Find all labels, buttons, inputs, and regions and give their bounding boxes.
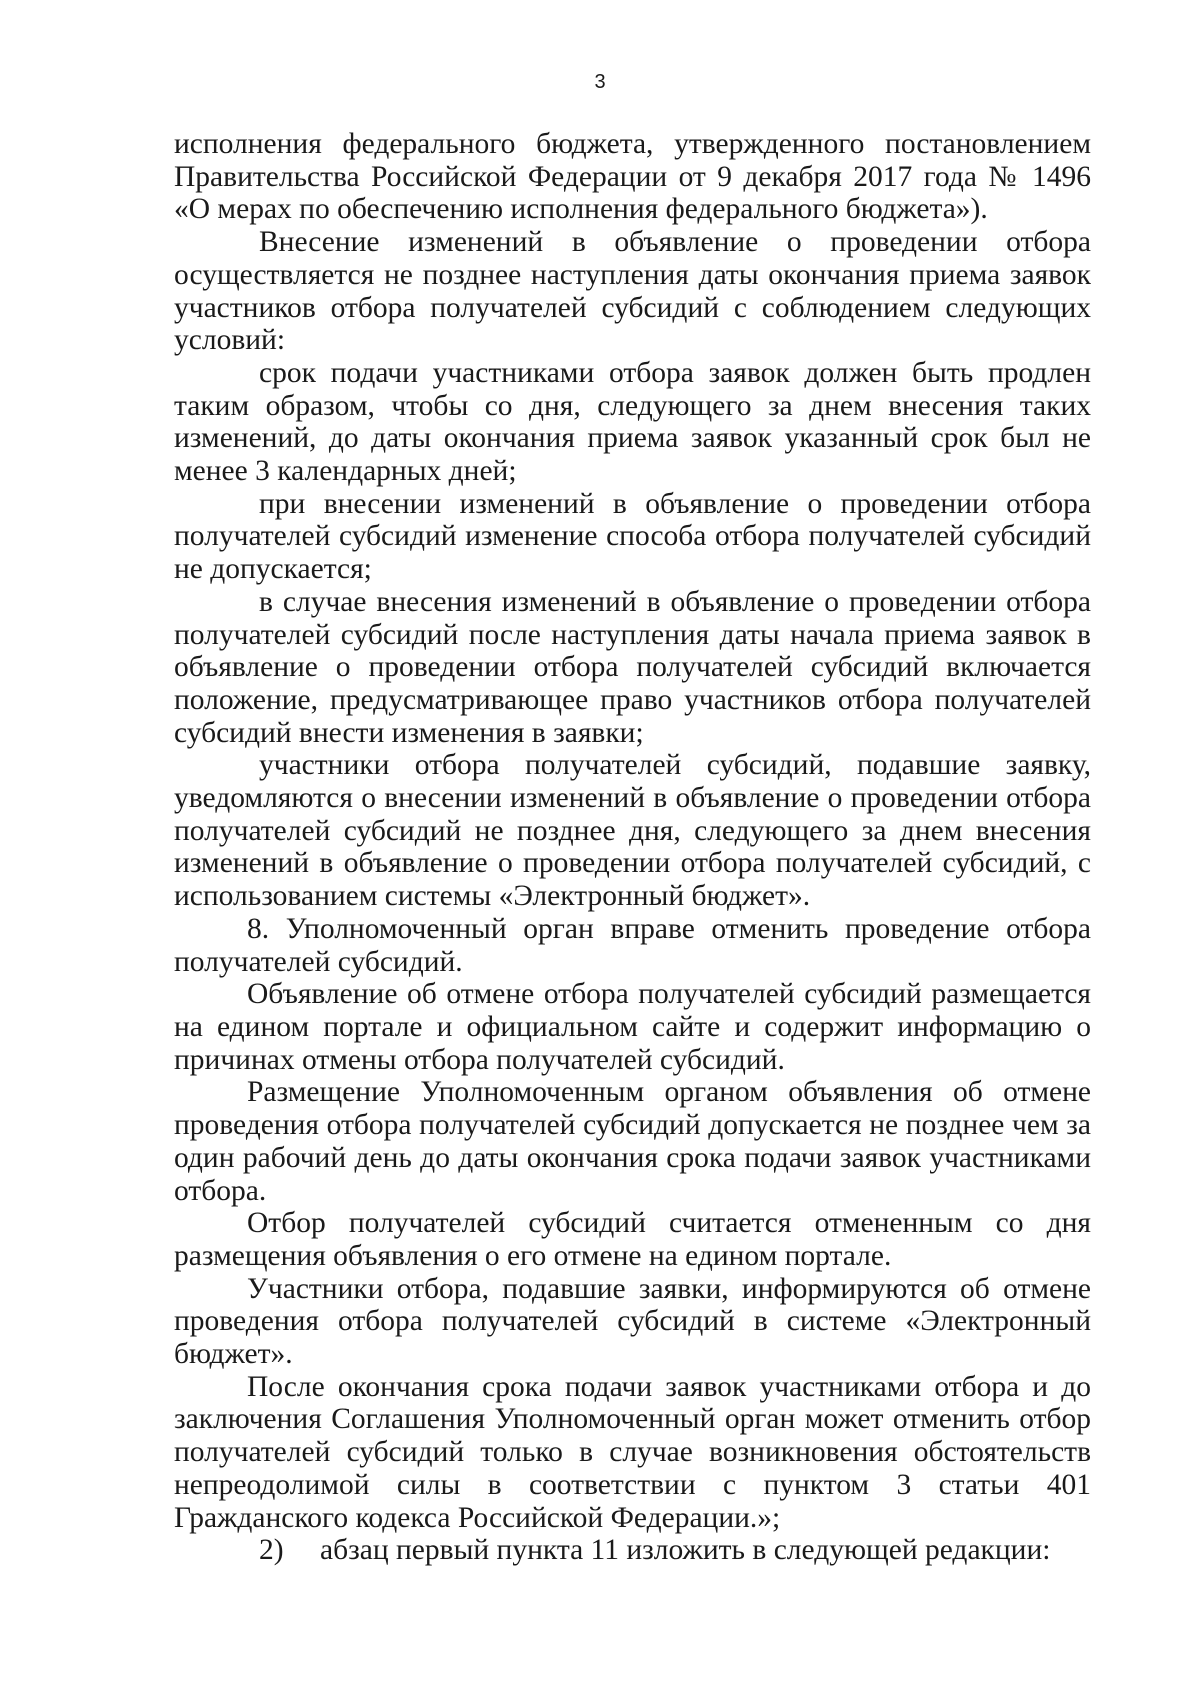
paragraph: исполнения федерального бюджета, утвержденного постановлением Правительства Российской Федерации от 9 декабря 2017 года № 1496 «О мерах по обеспечению исполнения федерального бюджета»).: [174, 128, 1091, 226]
list-marker: 2): [259, 1534, 284, 1567]
paragraph: Участники отбора, подавшие заявки, информируются об отмене проведения отбора получателей субсидий в системе «Электронный бюджет».: [174, 1272, 1091, 1371]
paragraph: Внесение изменений в объявление о проведении отбора осуществляется не позднее наступления даты окончания приема заявок участников отбора получателей субсидий с соблюдением следующих условий:: [174, 226, 1091, 357]
paragraph: в случае внесения изменений в объявление о проведении отбора получателей субсидий после наступления даты начала приема заявок в объявление о проведении отбора получателей субсидий включается положение, предусматривающее право участников отбора получателей субсидий внести изменения в заявки;: [174, 585, 1091, 749]
paragraph: После окончания срока подачи заявок участниками отбора и до заключения Соглашения Уполномоченный орган может отменить отбор получателей субсидий только в случае возникновения обстоятельств непреодолимой силы в соответствии с пунктом 3 статьи 401 Гражданского кодекса Российской Федерации.»;: [174, 1370, 1091, 1534]
paragraph: срок подачи участниками отбора заявок должен быть продлен таким образом, чтобы со дня, следующего за днем внесения таких изменений, до даты окончания приема заявок указанный срок был не менее 3 календарных дней;: [174, 356, 1091, 488]
paragraph: Отбор получателей субсидий считается отмененным со дня размещения объявления о его отмене на едином портале.: [174, 1207, 1091, 1272]
paragraph: 8. Уполномоченный орган вправе отменить проведение отбора получателей субсидий.: [174, 912, 1091, 978]
list-item-text: абзац первый пункта 11 изложить в следующей редакции:: [320, 1534, 1051, 1567]
paragraph: Объявление об отмене отбора получателей субсидий размещается на едином портале и официальном сайте и содержит информацию о причинах отмены отбора получателей субсидий.: [174, 978, 1091, 1076]
paragraph: при внесении изменений в объявление о проведении отбора получателей субсидий изменение способа отбора получателей субсидий не допускается;: [174, 487, 1091, 586]
list-item: [174, 1534, 1091, 1567]
page-number: 3: [594, 71, 606, 93]
paragraph: участники отбора получателей субсидий, подавшие заявку, уведомляются о внесении изменений в объявление о проведении отбора получателей субсидий не позднее дня, следующего за днем внесения изменений в объявление о проведении отбора получателей субсидий, с использованием системы «Электронный бюджет».: [174, 749, 1091, 913]
paragraph: Размещение Уполномоченным органом объявления об отмене проведения отбора получателей субсидий допускается не позднее чем за один рабочий день до даты окончания срока подачи заявок участниками отбора.: [174, 1076, 1091, 1207]
document-body: [174, 128, 1091, 1567]
